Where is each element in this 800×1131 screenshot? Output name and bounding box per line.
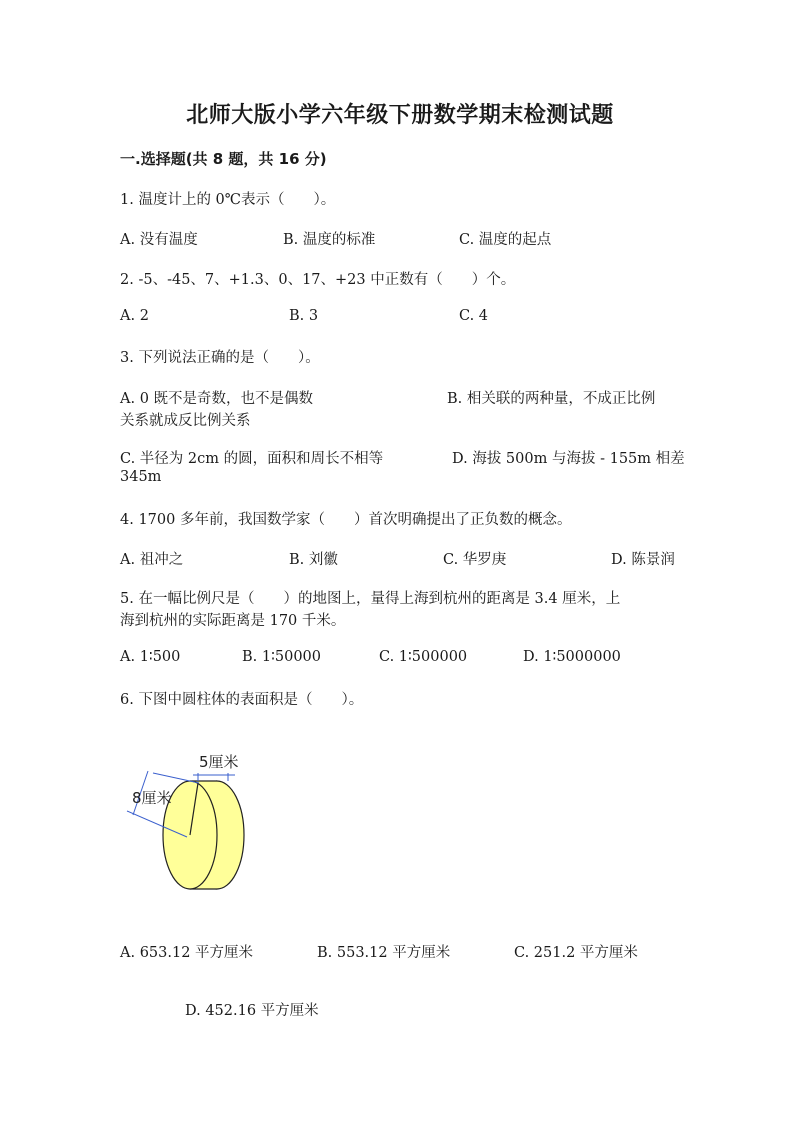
section-heading: 一.选择题(共 8 题，共 16 分) bbox=[120, 150, 327, 168]
question-4-option-a[interactable]: A. 祖冲之 bbox=[120, 552, 184, 568]
question-2-option-b[interactable]: B. 3 bbox=[289, 308, 319, 324]
question-3-option-d[interactable]: D. 海拔 500m 与海拔 - 155m 相差 bbox=[452, 451, 685, 467]
question-3-stem: 3. 下列说法正确的是（ ）。 bbox=[120, 350, 320, 366]
width-label: 5厘米 bbox=[199, 753, 239, 771]
question-1-option-a[interactable]: A. 没有温度 bbox=[120, 232, 198, 248]
question-2-option-a[interactable]: A. 2 bbox=[120, 308, 149, 324]
question-5-option-c[interactable]: C. 1∶500000 bbox=[379, 649, 468, 665]
question-5-stem-line-1: 5. 在一幅比例尺是（ ）的地图上，量得上海到杭州的距离是 3.4 厘米，上 bbox=[120, 591, 621, 607]
question-6-option-d[interactable]: D. 452.16 平方厘米 bbox=[185, 1003, 319, 1019]
question-3-option-c[interactable]: C. 半径为 2cm 的圆，面积和周长不相等 bbox=[120, 451, 384, 467]
question-4-stem: 4. 1700 多年前，我国数学家（ ）首次明确提出了正负数的概念。 bbox=[120, 512, 572, 528]
radius-dimension-top bbox=[153, 773, 199, 783]
question-4-option-b[interactable]: B. 刘徽 bbox=[289, 552, 338, 568]
question-1-stem: 1. 温度计上的 0℃表示（ ）。 bbox=[120, 192, 336, 208]
question-5-option-b[interactable]: B. 1∶50000 bbox=[242, 649, 321, 665]
question-3-option-d-continued: 345m bbox=[120, 469, 162, 485]
question-5-stem-line-2: 海到杭州的实际距离是 170 千米。 bbox=[120, 613, 346, 629]
question-3-option-b-continued: 关系就成反比例关系 bbox=[120, 413, 251, 429]
question-1-option-c[interactable]: C. 温度的起点 bbox=[459, 232, 552, 248]
page-title: 北师大版小学六年级下册数学期末检测试题 bbox=[186, 103, 614, 128]
cylinder-figure bbox=[115, 745, 255, 895]
question-5-option-a[interactable]: A. 1∶500 bbox=[120, 649, 181, 665]
question-6-option-c[interactable]: C. 251.2 平方厘米 bbox=[514, 945, 638, 961]
question-3-option-a[interactable]: A. 0 既不是奇数，也不是偶数 bbox=[120, 391, 314, 407]
question-2-option-c[interactable]: C. 4 bbox=[459, 308, 489, 324]
question-3-option-b[interactable]: B. 相关联的两种量，不成正比例 bbox=[447, 391, 656, 407]
question-6-option-a[interactable]: A. 653.12 平方厘米 bbox=[120, 945, 254, 961]
radius-label: 8厘米 bbox=[132, 789, 172, 807]
question-4-option-c[interactable]: C. 华罗庚 bbox=[443, 552, 507, 568]
question-6-option-b[interactable]: B. 553.12 平方厘米 bbox=[317, 945, 451, 961]
question-5-option-d[interactable]: D. 1∶5000000 bbox=[523, 649, 621, 665]
question-4-option-d[interactable]: D. 陈景润 bbox=[611, 552, 675, 568]
question-6-stem: 6. 下图中圆柱体的表面积是（ ）。 bbox=[120, 692, 364, 708]
question-1-option-b[interactable]: B. 温度的标准 bbox=[283, 232, 376, 248]
question-2-stem: 2. -5、-45、7、+1.3、0、17、+23 中正数有（ ）个。 bbox=[120, 272, 516, 288]
